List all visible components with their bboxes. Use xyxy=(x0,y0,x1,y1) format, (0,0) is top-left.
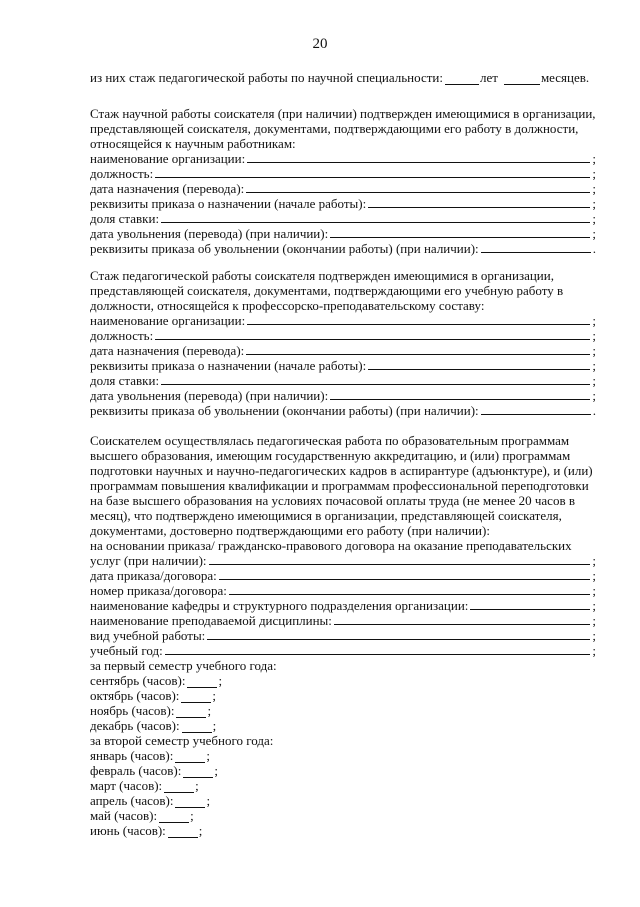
field-label: дата назначения (перевода): xyxy=(90,343,245,358)
field-label: наименование преподаваемой дисциплины: xyxy=(90,613,332,628)
years-label: лет xyxy=(480,70,498,85)
month-label: февраль (часов): xyxy=(90,763,182,778)
month-row-december xyxy=(90,718,596,733)
s3-intro-line: подготовки научных и научно-педагогических кадров в аспирантуре (адъюнктуре), и (или) xyxy=(90,463,593,478)
field-end: ; xyxy=(592,343,596,358)
s3-field-order-number xyxy=(90,583,596,598)
month-row-january xyxy=(90,748,596,763)
s1-field-org xyxy=(90,151,596,166)
s3-intro-line: месяц), что подтверждено имеющимися в организации, представляющей соискателя, xyxy=(90,508,562,523)
field-end: ; xyxy=(592,628,596,643)
field-label: должность: xyxy=(90,328,154,343)
hours-blank[interactable] xyxy=(183,766,213,778)
s1-field-dismissal-date xyxy=(90,226,596,241)
month-label: декабрь (часов): xyxy=(90,718,180,733)
s3-intro-line: на базе высшего образования на условиях почасовой оплаты труда (не менее 20 часов в xyxy=(90,493,575,508)
field-blank[interactable] xyxy=(229,594,591,595)
s3-field-order-date xyxy=(90,568,596,583)
page-number: 20 xyxy=(312,36,328,52)
month-end: ; xyxy=(212,718,217,733)
s1-field-rate xyxy=(90,211,596,226)
s2-field-org xyxy=(90,313,596,328)
s3-intro-line: программам повышения квалификации и программам профессиональной переподготовки xyxy=(90,478,589,493)
s1-intro-line: относящейся к научным работникам: xyxy=(90,136,296,151)
field-end: ; xyxy=(592,613,596,628)
field-label: наименование организации: xyxy=(90,151,246,166)
section-scientific-experience xyxy=(90,106,596,256)
section-hourly-teaching xyxy=(90,433,596,838)
hours-blank[interactable] xyxy=(164,781,194,793)
field-blank[interactable] xyxy=(155,339,590,340)
hours-blank[interactable] xyxy=(168,826,198,838)
months-label: месяцев. xyxy=(540,70,590,85)
field-label: реквизиты приказа об увольнении (окончании работы) (при наличии): xyxy=(90,403,479,418)
hours-blank[interactable] xyxy=(176,706,206,718)
month-row-november xyxy=(90,703,596,718)
field-end: ; xyxy=(592,211,596,226)
field-end: ; xyxy=(592,313,596,328)
field-label: наименование кафедры и структурного подразделения организации: xyxy=(90,598,469,613)
years-blank[interactable] xyxy=(445,73,479,85)
field-blank[interactable] xyxy=(481,414,591,415)
s2-field-position xyxy=(90,328,596,343)
s3-intro-line: документами, достоверно подтверждающими его работу (при наличии): xyxy=(90,523,490,538)
month-label: апрель (часов): xyxy=(90,793,174,808)
field-blank[interactable] xyxy=(247,324,590,325)
field-end: ; xyxy=(592,553,596,568)
s3-field-department xyxy=(90,598,596,613)
month-row-may xyxy=(90,808,596,823)
s2-intro-line: представляющей соискателя, документами, подтверждающими его учебную работу в xyxy=(90,283,564,298)
month-row-june xyxy=(90,823,596,838)
field-end: ; xyxy=(592,598,596,613)
s3-field-work-type xyxy=(90,628,596,643)
month-row-april xyxy=(90,793,596,808)
s1-field-dismissal-order xyxy=(90,241,596,256)
s3-field-discipline xyxy=(90,613,596,628)
field-blank[interactable] xyxy=(368,207,590,208)
field-blank[interactable] xyxy=(470,609,590,610)
month-label: январь (часов): xyxy=(90,748,174,763)
field-end: ; xyxy=(592,583,596,598)
field-end: . xyxy=(592,241,596,256)
field-end: ; xyxy=(592,373,596,388)
s2-field-appointment-order xyxy=(90,358,596,373)
field-end: ; xyxy=(592,328,596,343)
s3-intro-line: высшего образования, имеющим государственную аккредитацию, и (или) программам xyxy=(90,448,571,463)
s1-intro-line: Стаж научной работы соискателя (при наличии) подтвержден имеющимися в организации, xyxy=(90,106,596,121)
pedagogical-experience-line xyxy=(90,70,596,85)
month-end: ; xyxy=(212,688,217,703)
field-label: вид учебной работы: xyxy=(90,628,206,643)
field-end: ; xyxy=(592,166,596,181)
field-end: ; xyxy=(592,358,596,373)
field-label: номер приказа/договора: xyxy=(90,583,227,598)
field-end: ; xyxy=(592,568,596,583)
s1-intro-line: представляющей соискателя, документами, подтверждающими его работу в должности, xyxy=(90,121,579,136)
field-blank[interactable] xyxy=(219,579,591,580)
month-end: ; xyxy=(218,673,223,688)
field-label: дата увольнения (перевода) (при наличии): xyxy=(90,226,329,241)
hours-blank[interactable] xyxy=(181,691,211,703)
hours-blank[interactable] xyxy=(187,676,217,688)
s3-intro-line: Соискателем осуществлялась педагогическая работа по образовательным программам xyxy=(90,433,570,448)
field-end: ; xyxy=(592,226,596,241)
field-blank[interactable] xyxy=(155,177,590,178)
month-label: май (часов): xyxy=(90,808,158,823)
month-end: ; xyxy=(198,823,203,838)
field-blank[interactable] xyxy=(246,192,590,193)
s1-field-appointment-order xyxy=(90,196,596,211)
month-label: март (часов): xyxy=(90,778,163,793)
field-blank[interactable] xyxy=(330,237,590,238)
field-blank[interactable] xyxy=(209,564,591,565)
s3-field-services xyxy=(90,553,596,568)
s2-field-dismissal-order xyxy=(90,403,596,418)
month-row-september xyxy=(90,673,596,688)
field-blank[interactable] xyxy=(161,222,590,223)
month-row-october xyxy=(90,688,596,703)
field-blank[interactable] xyxy=(481,252,591,253)
month-label: сентябрь (часов): xyxy=(90,673,186,688)
month-row-march xyxy=(90,778,596,793)
field-label: дата увольнения (перевода) (при наличии): xyxy=(90,388,329,403)
s2-intro-line: должности, относящейся к профессорско-преподавательскому составу: xyxy=(90,298,485,313)
field-end: ; xyxy=(592,151,596,166)
field-end: ; xyxy=(592,388,596,403)
s2-field-appointment-date xyxy=(90,343,596,358)
top-line-block xyxy=(90,70,596,85)
field-end: ; xyxy=(592,181,596,196)
month-end: ; xyxy=(206,793,211,808)
field-end: ; xyxy=(592,643,596,658)
field-blank[interactable] xyxy=(207,639,590,640)
pedagogical-experience-label: из них стаж педагогической работы по научной специальности: xyxy=(90,70,443,85)
semester2-title: за второй семестр учебного года: xyxy=(90,733,274,748)
hours-blank[interactable] xyxy=(159,811,189,823)
hours-blank[interactable] xyxy=(175,796,205,808)
month-end: ; xyxy=(195,778,199,793)
field-blank[interactable] xyxy=(368,369,590,370)
field-blank[interactable] xyxy=(246,354,590,355)
month-label: октябрь (часов): xyxy=(90,688,180,703)
field-blank[interactable] xyxy=(247,162,590,163)
month-row-february xyxy=(90,763,596,778)
s3-intro-line: на основании приказа/ гражданско-правового договора на оказание преподавательских xyxy=(90,538,572,553)
month-end: ; xyxy=(207,703,212,718)
field-label: реквизиты приказа о назначении (начале работы): xyxy=(90,358,367,373)
month-end: ; xyxy=(214,763,218,778)
field-label: дата назначения (перевода): xyxy=(90,181,245,196)
month-end: ; xyxy=(190,808,194,823)
s2-field-dismissal-date xyxy=(90,388,596,403)
s2-field-rate xyxy=(90,373,596,388)
field-label: наименование организации: xyxy=(90,313,246,328)
month-end: ; xyxy=(206,748,210,763)
field-label: реквизиты приказа об увольнении (окончании работы) (при наличии): xyxy=(90,241,479,256)
field-label: должность: xyxy=(90,166,154,181)
hours-blank[interactable] xyxy=(182,721,212,733)
section-teaching-experience xyxy=(90,268,596,418)
s3-field-academic-year xyxy=(90,643,596,658)
field-blank[interactable] xyxy=(334,624,590,625)
months-blank[interactable] xyxy=(504,73,540,85)
field-end: . xyxy=(592,403,596,418)
hours-blank[interactable] xyxy=(175,751,205,763)
field-blank[interactable] xyxy=(330,399,590,400)
field-blank[interactable] xyxy=(161,384,590,385)
field-label: доля ставки: xyxy=(90,211,160,226)
semester1-title: за первый семестр учебного года: xyxy=(90,658,277,673)
s2-intro-line: Стаж педагогической работы соискателя подтвержден имеющимися в организации, xyxy=(90,268,554,283)
field-label: дата приказа/договора: xyxy=(90,568,217,583)
s1-field-appointment-date xyxy=(90,181,596,196)
s1-field-position xyxy=(90,166,596,181)
field-label: доля ставки: xyxy=(90,373,160,388)
month-label: ноябрь (часов): xyxy=(90,703,175,718)
field-blank[interactable] xyxy=(165,654,591,655)
field-label: учебный год: xyxy=(90,643,163,658)
field-end: ; xyxy=(592,196,596,211)
field-label: услуг (при наличии): xyxy=(90,553,207,568)
field-label: реквизиты приказа о назначении (начале работы): xyxy=(90,196,367,211)
month-label: июнь (часов): xyxy=(90,823,166,838)
